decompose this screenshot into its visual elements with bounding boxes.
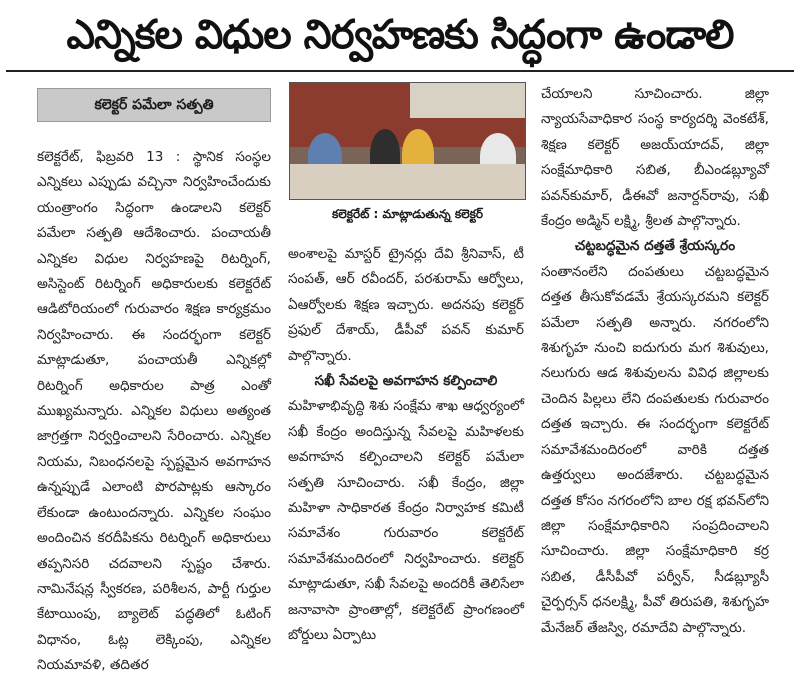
photo-banner bbox=[410, 83, 526, 118]
column-3-text-2: సంతానంలేని దంపతులు చట్టబద్ధమైన దత్తత తీసుకోవడమే శ్రేయస్కరమని కలెక్టర్ పమేలా సత్పతి అన్నారు. నగరంలోని శిశుగృహ నుంచి ఐదుగురు మగ శిశువులు, నలుగురు ఆడ శిశువులను వివిధ జిల్లాలకు చెందిన పిల్లలు లేని దంపతులకు గురువారం దత్తత ఇచ్చారు. ఈ సందర్భంగా కలెక్టరేట్ సమావేశమందిరంలో వారికి దత్తత ఉత్తర్వులు అందజేశారు. చట్టబద్ధమైన దత్తత కోసం నగరంలోని బాల రక్ష భవన్‌లోని జిల్లా సంక్షేమాధికారిని సంప్రదించాలని సూచించారు. జిల్లా సంక్షేమాధికారి కర్ర సబిత, డీసీపీవో పర్వీన్, సీడబ్ల్యూసీ చైర్పర్సన్ ధనలక్ష్మి, పీవో తిరుపతి, శిశుగృహ మేనేజర్ తేజస్వి, రమాదేవి పాల్గొన్నారు. bbox=[541, 263, 769, 636]
subheading-adoption: చట్టబద్ధమైన దత్తతే శ్రేయస్కరం bbox=[574, 238, 736, 255]
column-2-text-2: మహిళాభివృద్ధి శిశు సంక్షేమ శాఖ ఆధ్వర్యంలో సఖీ కేంద్రం అందిస్తున్న సేవలపై మహిళలకు అవగాహన కల్పించాలని కలెక్టర్ పమేలా సత్పతి సూచించారు. సఖీ కేంద్రం, జిల్లా మహిళా సాధికారత కేంద్రం నిర్వాహక కమిటీ సమావేశం గురువారం కలెక్టరేట్ సమావేశమందిరంలో నిర్వహించారు. కలెక్టర్ మాట్లాడుతూ, సఖీ సేవలపై అందరికీ తెలిసేలా జనావాసా ప్రాంతాల్లో, కలెక్టరేట్ ప్రాంగణంలో బోర్డులు ఏర్పాటు bbox=[288, 398, 524, 644]
byline: కలెక్టర్ పమేలా సత్పతి bbox=[37, 88, 271, 122]
article-column-2 bbox=[288, 242, 524, 649]
news-photo bbox=[289, 82, 526, 200]
article-column-3 bbox=[541, 82, 769, 641]
column-1-text: కలెక్టరేట్, ఫిబ్రవరి 13 : స్థానిక సంస్థల ఎన్నికలు ఎప్పుడు వచ్చినా నిర్వహించేందుకు యంత్రాంగం సిద్ధంగా ఉండాలని కలెక్టర్ పమేలా సత్పతి ఆదేశించారు. పంచాయతీ ఎన్నికల విధుల నిర్వహణపై రిటర్నింగ్, అసిస్టెంట్ రిటర్నింగ్ అధికారులకు కలెక్టరేట్ ఆడిటోరియంలో గురువారం శిక్షణ కార్యక్రమం నిర్వహించారు. ఈ సందర్భంగా కలెక్టర్ మాట్లాడుతూ, పంచాయతీ ఎన్నికల్లో రిటర్నింగ్ అధికారుల పాత్ర ఎంతో ముఖ్యమన్నారు. ఎన్నికల విధులు అత్యంత జాగ్రత్తగా నిర్వర్తించాలని సేరించారు. ఎన్నికల నియమ, నిబంధనలపై స్పష్టమైన అవగాహన ఉన్నప్పుడే ఎలాంటి పొరపాట్లకు ఆస్కారం లేకుండా ఉంటుందన్నారు. ఎన్నికల సంఘం అందించిన కరదీపికను రిటర్నింగ్ అధికారులు తప్పనిసరి చదవాలని స్పష్టం చేశారు. నామినేషన్ల స్వీకరణ, పరిశీలన, పార్టీ గుర్తుల కేటాయింపు, బ్యాలెట్ పద్ధతిలో ఓటింగ్ విధానం, ఓట్ల లెక్కింపు, ఎన్నికల నియమావళి, తదితర bbox=[37, 149, 271, 674]
headline-rule bbox=[6, 70, 794, 72]
photo-table bbox=[290, 164, 525, 199]
photo-caption: కలెక్టరేట్ : మాట్లాడుతున్న కలెక్టర్ bbox=[331, 207, 484, 221]
article-column-1 bbox=[37, 145, 271, 679]
headline: ఎన్నికల విధుల నిర్వహణకు సిద్ధంగా ఉండాలి bbox=[66, 12, 734, 58]
column-2-text: అంశాలపై మాస్టర్ ట్రైనర్లు దేవి శ్రీనివాస్, టీ సంపత్, ఆర్ రవీందర్, పరశురామ్ ఆర్వోలు, ఏఆర్వోలకు శిక్షణ ఇచ్చారు. అదనపు కలెక్టర్ ప్రఫుల్ దేశాయ్, డీపీవో పవన్ కుమార్ పాల్గొన్నారు. bbox=[288, 246, 524, 364]
subheading-sakhi: సఖీ సేవలపై అవగాహన కల్పించాలి bbox=[314, 373, 498, 390]
column-3-text: చేయాలని సూచించారు. జిల్లా న్యాయసేవాధికార సంస్థ కార్యదర్శి వెంకటేశ్, శిక్షణ కలెక్టర్ అజయ్‌యాదవ్, జిల్లా సంక్షేమాధికారి సబిత, బీఎండబ్ల్యూవో పవన్‌కుమార్, డీఈవో జనార్దన్‌రావు, సఖీ కేంద్రం అడ్మిన్ లక్ష్మి, శ్రీలత పాల్గొన్నారు. bbox=[541, 86, 769, 230]
